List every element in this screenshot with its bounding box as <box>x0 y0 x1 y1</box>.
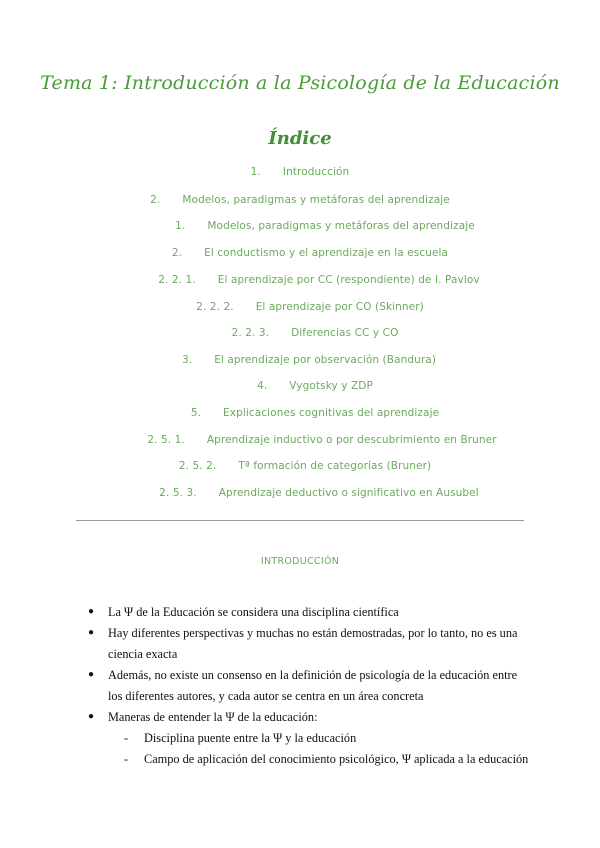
list-item <box>88 623 528 664</box>
toc-number: 1. <box>175 220 186 232</box>
list-item-text-continued: ciencia exacta <box>108 646 178 661</box>
bullet-icon: ● <box>88 711 95 722</box>
toc-label: El aprendizaje por observación (Bandura) <box>214 354 437 366</box>
toc-item <box>0 327 600 339</box>
toc-item <box>0 434 600 446</box>
list-item <box>88 707 528 728</box>
toc-number: 5. <box>190 407 202 419</box>
list-item-text: Maneras de entender la Ψ de la educación: <box>108 710 318 724</box>
toc-item <box>0 194 600 206</box>
sub-list-item <box>124 749 544 770</box>
bullet-icon: ● <box>88 606 95 617</box>
toc-item <box>0 247 600 259</box>
toc-item <box>0 407 600 419</box>
toc-item <box>0 354 600 366</box>
toc-item <box>0 380 600 392</box>
toc-label: El conductismo y el aprendizaje en la escuela <box>204 247 449 259</box>
sub-list-item-text: Campo de aplicación del conocimiento psicológico, Ψ aplicada a la educación <box>144 752 529 766</box>
sub-list-item <box>124 728 544 749</box>
dash-icon: - <box>124 731 129 745</box>
toc-label: Diferencias CC y CO <box>291 327 399 339</box>
toc-number: 2. 5. 1. <box>147 434 185 446</box>
toc-label: Aprendizaje inductivo o por descubrimiento en Bruner <box>206 434 497 446</box>
toc-number: 2. 2. 3. <box>231 327 270 339</box>
section-divider <box>76 520 524 521</box>
list-item-text: Hay diferentes perspectivas y muchas no están demostradas, por lo tanto, no es una <box>108 626 518 640</box>
index-title: Índice <box>268 128 332 149</box>
toc-number: 2. <box>150 194 161 206</box>
toc-label: Modelos, paradigmas y metáforas del aprendizaje <box>207 220 475 232</box>
document-title: Tema 1: Introducción a la Psicología de la Educación <box>40 72 560 94</box>
toc-number: 2. 5. 2. <box>178 460 217 472</box>
toc-label: Aprendizaje deductivo o significativo en Ausubel <box>218 487 479 499</box>
toc-label: Introducción <box>282 166 350 178</box>
toc-label: El aprendizaje por CO (Skinner) <box>255 301 424 313</box>
list-item-text-continued: los diferentes autores, y cada autor se centra en un área concreta <box>108 688 424 703</box>
toc-item <box>0 301 600 313</box>
section-heading: INTRODUCCIÓN <box>260 556 340 567</box>
bullet-icon: ● <box>88 669 95 680</box>
toc-label: Vygotsky y ZDP <box>289 380 373 392</box>
toc-item <box>0 460 600 472</box>
toc-item <box>0 274 600 286</box>
list-item <box>88 665 528 706</box>
toc-number: 2. <box>171 247 183 259</box>
toc-number: 4. <box>257 380 268 392</box>
dash-icon: - <box>124 752 129 766</box>
toc-item <box>0 220 600 232</box>
list-item <box>88 602 528 623</box>
toc-number: 1. <box>250 166 261 178</box>
list-item-text: Además, no existe un consenso en la definición de psicología de la educación entre <box>108 668 518 682</box>
bullet-icon: ● <box>88 627 95 638</box>
sub-list-item-text: Disciplina puente entre la Ψ y la educación <box>144 731 357 745</box>
toc-number: 2. 5. 3. <box>159 487 197 499</box>
toc-label: Tª formación de categorías (Bruner) <box>238 460 432 472</box>
toc-label: Explicaciones cognitivas del aprendizaje <box>223 407 440 419</box>
toc-number: 3. <box>181 354 193 366</box>
toc-item <box>0 487 600 499</box>
toc-label: El aprendizaje por CC (respondiente) de I. Pavlov <box>217 274 480 286</box>
toc-label: Modelos, paradigmas y metáforas del aprendizaje <box>182 194 450 206</box>
list-item-text: La Ψ de la Educación se considera una disciplina científica <box>108 605 399 619</box>
toc-item <box>0 166 600 178</box>
toc-number: 2. 2. 2. <box>196 301 234 313</box>
toc-number: 2. 2. 1. <box>158 274 196 286</box>
